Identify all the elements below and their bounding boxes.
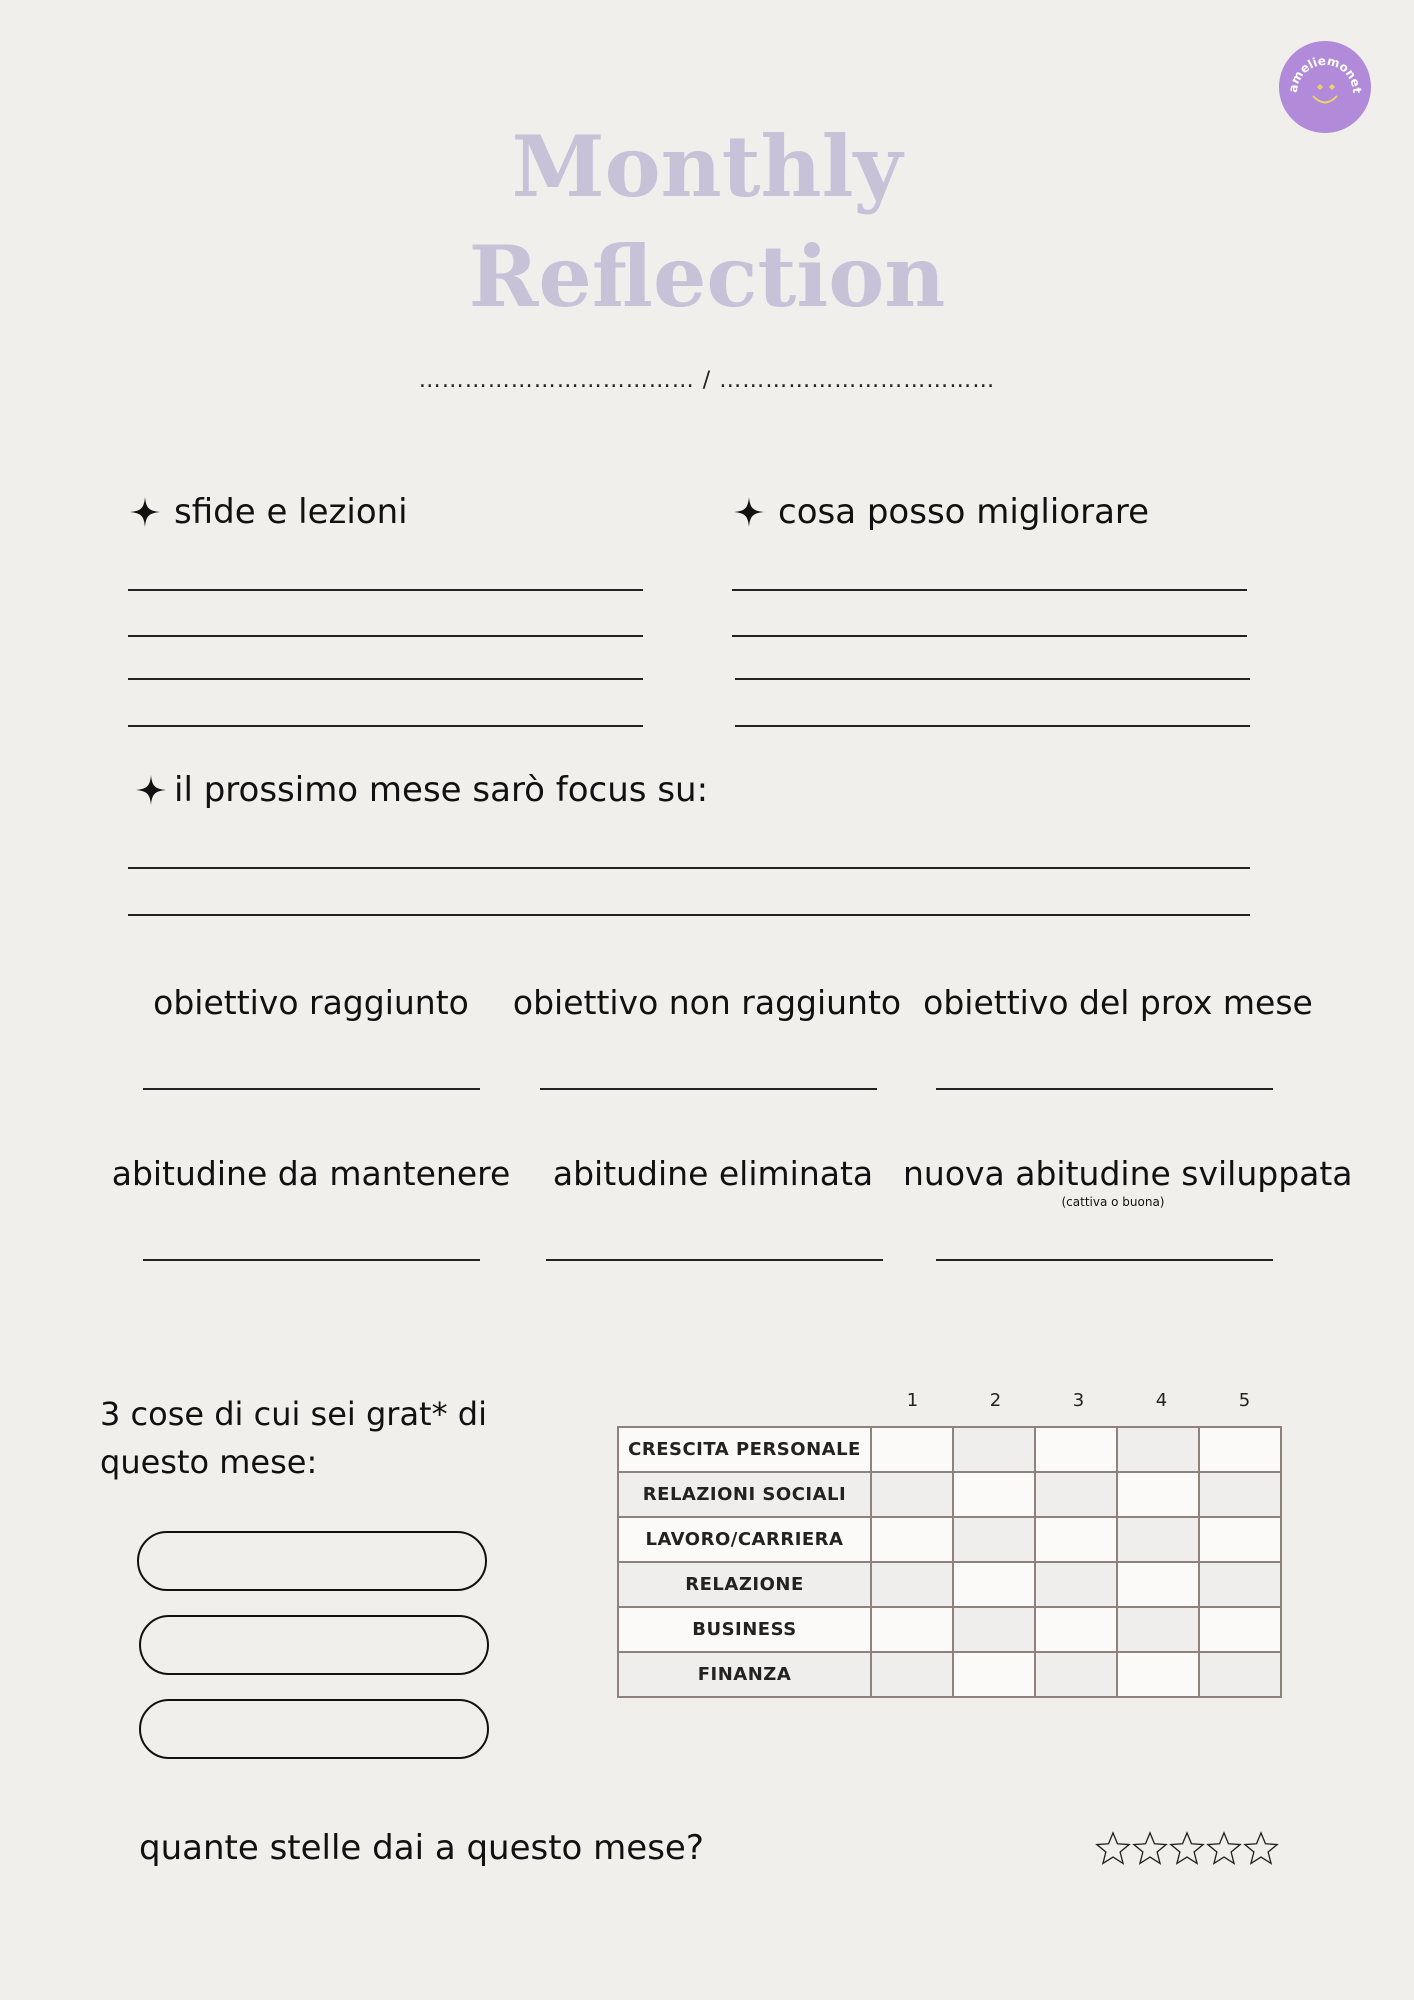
- column-number: 5: [1238, 1390, 1251, 1411]
- write-line[interactable]: [143, 1088, 480, 1090]
- table-row: [618, 1652, 1281, 1697]
- stars-question: quante stelle dai a questo mese?: [139, 1828, 704, 1868]
- category-label: BUSINESS: [618, 1607, 871, 1652]
- rating-cell[interactable]: [1199, 1472, 1281, 1517]
- rating-cell[interactable]: [953, 1427, 1035, 1472]
- write-line[interactable]: [128, 589, 643, 591]
- date-field[interactable]: ……………………………… / ………………………………: [418, 368, 996, 393]
- write-line[interactable]: [735, 725, 1250, 727]
- category-label: RELAZIONE: [618, 1562, 871, 1607]
- rating-cell[interactable]: [1035, 1427, 1117, 1472]
- title-line-2: Reflection: [468, 227, 946, 326]
- star-outline-icon[interactable]: [1205, 1830, 1243, 1868]
- category-label: RELAZIONI SOCIALI: [618, 1472, 871, 1517]
- write-line[interactable]: [546, 1259, 883, 1261]
- rating-cell[interactable]: [1117, 1427, 1199, 1472]
- table-row: [618, 1472, 1281, 1517]
- sparkle-icon: [734, 497, 764, 527]
- section-challenges-label: sfide e lezioni: [174, 492, 408, 532]
- gratitude-line-2: questo mese:: [100, 1443, 318, 1481]
- write-line[interactable]: [735, 678, 1250, 680]
- write-line[interactable]: [128, 914, 1250, 916]
- rating-cell[interactable]: [1117, 1562, 1199, 1607]
- write-line[interactable]: [128, 867, 1250, 869]
- table-row: [618, 1517, 1281, 1562]
- write-line[interactable]: [128, 678, 643, 680]
- logo-text: ameliemonet: [1285, 53, 1365, 94]
- star-outline-icon[interactable]: [1168, 1830, 1206, 1868]
- habit-new-label: nuova abitudine sviluppata: [903, 1154, 1353, 1193]
- rating-cell[interactable]: [953, 1517, 1035, 1562]
- rating-cell[interactable]: [1035, 1562, 1117, 1607]
- rating-cell[interactable]: [871, 1517, 953, 1562]
- column-number: 3: [1072, 1390, 1085, 1411]
- write-line[interactable]: [732, 635, 1247, 637]
- rating-cell[interactable]: [953, 1562, 1035, 1607]
- gratitude-input-1[interactable]: [137, 1531, 487, 1591]
- rating-cell[interactable]: [1199, 1562, 1281, 1607]
- gratitude-input-3[interactable]: [139, 1699, 489, 1759]
- goal-next-month-label: obiettivo del prox mese: [923, 983, 1313, 1022]
- rating-cell[interactable]: [871, 1472, 953, 1517]
- write-line[interactable]: [732, 589, 1247, 591]
- table-row: [618, 1607, 1281, 1652]
- sparkle-icon: [136, 775, 166, 805]
- star-rating: [1094, 1830, 1279, 1868]
- category-label: FINANZA: [618, 1652, 871, 1697]
- section-improve-label: cosa posso migliorare: [778, 492, 1150, 532]
- write-line[interactable]: [128, 635, 643, 637]
- sparkle-icon: [130, 497, 160, 527]
- category-label: CRESCITA PERSONALE: [618, 1427, 871, 1472]
- rating-cell[interactable]: [1199, 1517, 1281, 1562]
- category-label: LAVORO/CARRIERA: [618, 1517, 871, 1562]
- rating-cell[interactable]: [1035, 1517, 1117, 1562]
- column-number: 1: [906, 1390, 919, 1411]
- column-number: 4: [1155, 1390, 1168, 1411]
- table-row: [618, 1562, 1281, 1607]
- rating-cell[interactable]: [1035, 1607, 1117, 1652]
- rating-cell[interactable]: [871, 1427, 953, 1472]
- rating-cell[interactable]: [1199, 1427, 1281, 1472]
- gratitude-line-1: 3 cose di cui sei grat* di: [100, 1395, 487, 1433]
- star-outline-icon[interactable]: [1131, 1830, 1169, 1868]
- table-row: [618, 1427, 1281, 1472]
- write-line[interactable]: [128, 725, 643, 727]
- title-line-1: Monthly: [511, 117, 903, 216]
- rating-cell[interactable]: [1035, 1472, 1117, 1517]
- rating-cell[interactable]: [1199, 1652, 1281, 1697]
- habit-eliminated-label: abitudine eliminata: [552, 1154, 874, 1193]
- write-line[interactable]: [143, 1259, 480, 1261]
- star-outline-icon[interactable]: [1242, 1830, 1280, 1868]
- write-line[interactable]: [540, 1088, 877, 1090]
- gratitude-input-2[interactable]: [139, 1615, 489, 1675]
- section-focus: [136, 770, 708, 810]
- section-improve: [734, 492, 1149, 532]
- rating-cell[interactable]: [1035, 1652, 1117, 1697]
- rating-cell[interactable]: [953, 1652, 1035, 1697]
- rating-cell[interactable]: [1117, 1517, 1199, 1562]
- rating-cell[interactable]: [871, 1562, 953, 1607]
- gratitude-prompt: [100, 1390, 487, 1486]
- rating-cell[interactable]: [871, 1652, 953, 1697]
- rating-cell[interactable]: [1117, 1652, 1199, 1697]
- rating-cell[interactable]: [1117, 1607, 1199, 1652]
- life-areas-rating-table: [617, 1426, 1282, 1698]
- column-number: 2: [989, 1390, 1002, 1411]
- write-line[interactable]: [936, 1088, 1273, 1090]
- rating-cell[interactable]: [871, 1607, 953, 1652]
- goal-not-achieved-label: obiettivo non raggiunto: [512, 983, 902, 1022]
- svg-text:ameliemonet: [1286, 54, 1364, 94]
- rating-cell[interactable]: [1199, 1607, 1281, 1652]
- rating-cell[interactable]: [953, 1472, 1035, 1517]
- section-focus-label: il prossimo mese sarò focus su:: [174, 770, 709, 810]
- rating-cell[interactable]: [1117, 1472, 1199, 1517]
- habit-keep-label: abitudine da mantenere: [111, 1154, 511, 1193]
- write-line[interactable]: [936, 1259, 1273, 1261]
- section-challenges: [130, 492, 408, 532]
- goal-achieved-label: obiettivo raggiunto: [153, 983, 469, 1022]
- star-outline-icon[interactable]: [1094, 1830, 1132, 1868]
- rating-cell[interactable]: [953, 1607, 1035, 1652]
- habit-note: (cattiva o buona): [1061, 1195, 1165, 1209]
